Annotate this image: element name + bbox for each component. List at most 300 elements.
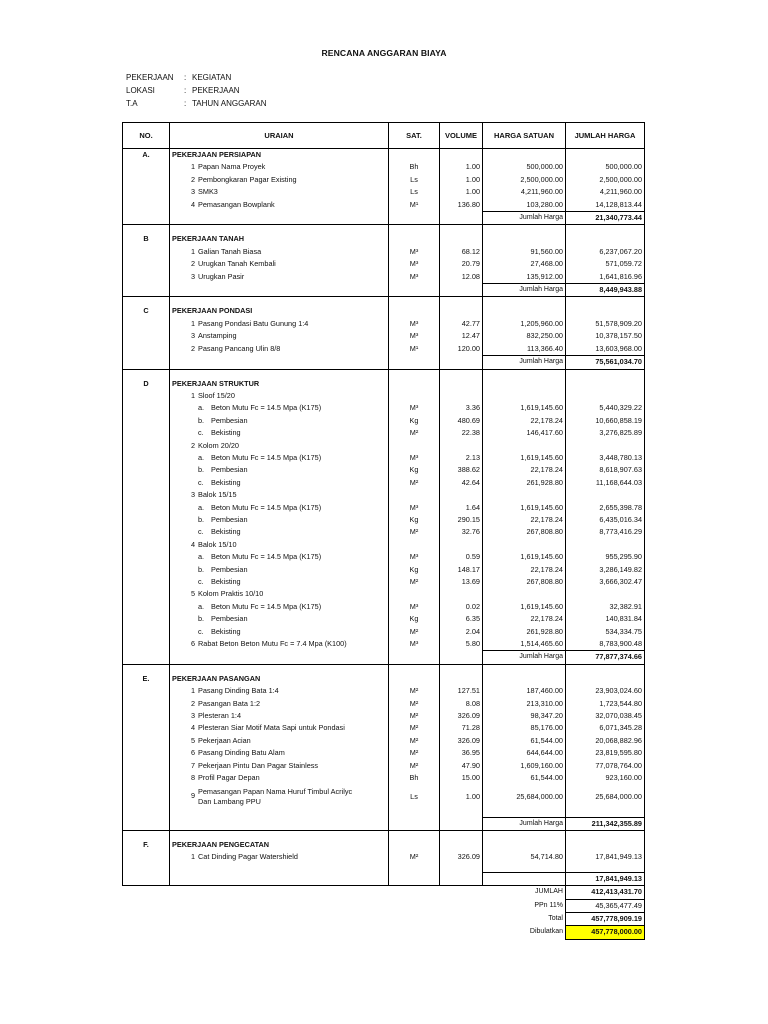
total-value: 457,778,909.19	[566, 912, 645, 925]
item-volume: 120.00	[440, 343, 483, 356]
empty-cell	[483, 588, 566, 600]
header-no: NO.	[123, 123, 170, 149]
section-header-row	[123, 233, 645, 245]
subitem-letter: c.	[198, 428, 204, 438]
subitem-letter: b.	[198, 415, 205, 425]
subtotal-value: 75,561,034.70	[566, 356, 645, 369]
item-unit: M³	[389, 246, 440, 258]
section-header-row	[123, 378, 645, 390]
subitem-letter: a.	[198, 403, 205, 413]
empty-cell	[123, 601, 170, 613]
spacer-cell	[566, 809, 645, 818]
subtotal-row	[123, 872, 645, 885]
item-total: 955,295.90	[566, 551, 645, 563]
item-unit: M³	[389, 452, 440, 464]
empty-cell	[389, 305, 440, 317]
subitem-letter: a.	[198, 601, 205, 611]
empty-cell	[389, 390, 440, 402]
subtotal-label: Jumlah Harga	[483, 817, 566, 830]
item-number: 8	[190, 773, 195, 783]
empty-cell	[123, 872, 170, 885]
table-row	[123, 477, 645, 489]
empty-cell	[123, 899, 483, 912]
item-unit: Ls	[389, 785, 440, 809]
empty-cell	[170, 212, 389, 225]
empty-cell	[483, 390, 566, 402]
item-unit: Ls	[389, 174, 440, 186]
item-unit: Kg	[389, 613, 440, 625]
empty-cell	[123, 626, 170, 638]
item-number: 3	[190, 331, 195, 341]
spacer-cell	[389, 225, 440, 234]
total-label: Dibulatkan	[483, 926, 566, 939]
empty-cell	[440, 440, 483, 452]
table-row	[123, 601, 645, 613]
item-unit: M¹	[389, 199, 440, 212]
item-unit: M²	[389, 685, 440, 697]
item-description	[170, 174, 389, 186]
subitem-letter: b.	[198, 514, 205, 524]
subitem-name: Bekisting	[211, 428, 241, 438]
empty-cell	[123, 539, 170, 551]
spacer-cell	[170, 225, 389, 234]
item-total: 51,578,909.20	[566, 318, 645, 330]
group-row	[123, 390, 645, 402]
table-row	[123, 502, 645, 514]
empty-cell	[123, 710, 170, 722]
spacer-cell	[566, 297, 645, 306]
empty-cell	[440, 149, 483, 162]
item-total: 14,128,813.44	[566, 199, 645, 212]
subitem-name: Beton Mutu Fc = 14.5 Mpa (K175)	[211, 452, 322, 462]
item-unit-price: 103,280.00	[483, 199, 566, 212]
item-unit: M¹	[389, 343, 440, 356]
empty-cell	[440, 673, 483, 685]
section-header-row	[123, 149, 645, 162]
group-description	[170, 390, 389, 402]
table-row	[123, 452, 645, 464]
item-name: Pemasangan Bowplank	[198, 199, 275, 209]
item-total: 10,378,157.50	[566, 330, 645, 342]
group-row	[123, 489, 645, 501]
item-name: Profil Pagar Depan	[198, 773, 260, 783]
empty-cell	[389, 378, 440, 390]
item-volume: 12.08	[440, 271, 483, 284]
empty-cell	[123, 912, 483, 925]
item-description	[170, 186, 389, 198]
table-row	[123, 576, 645, 588]
spacer-cell	[389, 297, 440, 306]
total-row	[123, 912, 645, 925]
item-number: 6	[190, 748, 195, 758]
empty-cell	[389, 149, 440, 162]
empty-cell	[389, 817, 440, 830]
item-total: 23,819,595.80	[566, 747, 645, 759]
empty-cell	[123, 588, 170, 600]
spacer-row	[123, 809, 645, 818]
spacer-cell	[566, 369, 645, 378]
empty-cell	[389, 284, 440, 297]
group-name: Kolom Praktis 10/10	[198, 589, 264, 599]
table-row	[123, 427, 645, 439]
item-number: 2	[190, 343, 195, 353]
subitem-name: Pembesian	[211, 514, 248, 524]
table-row	[123, 785, 645, 809]
table-row	[123, 258, 645, 270]
item-total: 1,641,816.96	[566, 271, 645, 284]
item-unit: M²	[389, 477, 440, 489]
group-description	[170, 440, 389, 452]
item-unit: M²	[389, 626, 440, 638]
table-row	[123, 760, 645, 772]
item-unit-price: 22,178.24	[483, 613, 566, 625]
table-row	[123, 551, 645, 563]
empty-cell	[123, 161, 170, 173]
item-unit-price: 61,544.00	[483, 735, 566, 747]
subitem-description	[170, 464, 389, 476]
item-unit-price: 22,178.24	[483, 564, 566, 576]
table-row	[123, 747, 645, 759]
item-volume: 1.64	[440, 502, 483, 514]
empty-cell	[389, 212, 440, 225]
item-volume: 326.09	[440, 851, 483, 863]
item-total: 4,211,960.00	[566, 186, 645, 198]
empty-cell	[389, 673, 440, 685]
item-unit-price: 261,928.80	[483, 626, 566, 638]
item-unit: M³	[389, 271, 440, 284]
item-description	[170, 735, 389, 747]
subitem-letter: c.	[198, 577, 204, 586]
item-unit-price: 267,808.80	[483, 526, 566, 538]
table-row	[123, 564, 645, 576]
spacer-cell	[389, 864, 440, 873]
item-volume: 8.08	[440, 698, 483, 710]
spacer-cell	[483, 864, 566, 873]
empty-cell	[123, 271, 170, 284]
item-unit: M³	[389, 502, 440, 514]
header-volume: VOLUME	[440, 123, 483, 149]
item-unit: M³	[389, 318, 440, 330]
item-unit-price: 98,347.20	[483, 710, 566, 722]
empty-cell	[123, 747, 170, 759]
empty-cell	[123, 685, 170, 697]
item-name: Pasang Dinding Bata 1:4	[198, 686, 279, 696]
subitem-description	[170, 402, 389, 414]
subtotal-value: 77,877,374.66	[566, 651, 645, 664]
item-volume: 12.47	[440, 330, 483, 342]
empty-cell	[123, 817, 170, 830]
empty-cell	[389, 872, 440, 885]
empty-cell	[566, 378, 645, 390]
item-name: Galian Tanah Biasa	[198, 246, 262, 256]
table-row	[123, 710, 645, 722]
item-unit-price: 1,619,145.60	[483, 402, 566, 414]
spacer-cell	[566, 664, 645, 673]
item-unit: M²	[389, 735, 440, 747]
item-volume: 0.59	[440, 551, 483, 563]
header-sat: SAT.	[389, 123, 440, 149]
item-unit: M²	[389, 710, 440, 722]
item-unit: M²	[389, 760, 440, 772]
empty-cell	[123, 427, 170, 439]
item-volume: 42.77	[440, 318, 483, 330]
item-total: 11,168,644.03	[566, 477, 645, 489]
item-description	[170, 710, 389, 722]
item-description	[170, 747, 389, 759]
item-unit: M²	[389, 747, 440, 759]
empty-cell	[123, 785, 170, 809]
group-name: Balok 15/10	[198, 539, 237, 549]
spacer-cell	[170, 297, 389, 306]
empty-cell	[123, 926, 483, 939]
item-number: 9	[190, 791, 195, 801]
item-unit: M²	[389, 851, 440, 863]
item-unit: M³	[389, 330, 440, 342]
item-total: 32,382.91	[566, 601, 645, 613]
empty-cell	[566, 149, 645, 162]
subitem-letter: c.	[198, 477, 204, 487]
subitem-description	[170, 427, 389, 439]
section-header-row	[123, 305, 645, 317]
empty-cell	[440, 212, 483, 225]
empty-cell	[389, 356, 440, 369]
item-volume: 388.62	[440, 464, 483, 476]
subtotal-row	[123, 817, 645, 830]
subitem-letter: b.	[198, 564, 205, 574]
empty-cell	[123, 199, 170, 212]
table-row	[123, 161, 645, 173]
group-description	[170, 489, 389, 501]
empty-cell	[123, 502, 170, 514]
subitem-name: Pembesian	[211, 465, 248, 475]
spacer-cell	[170, 830, 389, 839]
spacer-row	[123, 297, 645, 306]
empty-cell	[123, 514, 170, 526]
empty-cell	[123, 464, 170, 476]
spacer-cell	[389, 830, 440, 839]
spacer-cell	[483, 225, 566, 234]
subitem-description	[170, 514, 389, 526]
empty-cell	[389, 839, 440, 851]
item-volume: 0.02	[440, 601, 483, 613]
subitem-name: Beton Mutu Fc = 14.5 Mpa (K175)	[211, 552, 322, 562]
table-row	[123, 698, 645, 710]
empty-cell	[123, 318, 170, 330]
item-unit-price: 1,619,145.60	[483, 551, 566, 563]
spacer-row	[123, 830, 645, 839]
item-total: 923,160.00	[566, 772, 645, 784]
item-unit: M²	[389, 427, 440, 439]
empty-cell	[123, 613, 170, 625]
empty-cell	[123, 772, 170, 784]
empty-cell	[566, 489, 645, 501]
subitem-description	[170, 551, 389, 563]
subtotal-value: 17,841,949.13	[566, 872, 645, 885]
item-total: 3,666,302.47	[566, 576, 645, 588]
empty-cell	[440, 588, 483, 600]
item-unit-price: 22,178.24	[483, 415, 566, 427]
header-uraian: URAIAN	[170, 123, 389, 149]
section-number: B	[123, 233, 170, 245]
item-name: Plesteran 1:4	[198, 711, 241, 721]
table-row	[123, 685, 645, 697]
table-row	[123, 638, 645, 651]
spacer-cell	[440, 225, 483, 234]
item-unit-price: 61,544.00	[483, 772, 566, 784]
item-total: 6,237,067.20	[566, 246, 645, 258]
spacer-cell	[440, 369, 483, 378]
section-number: F.	[123, 839, 170, 851]
empty-cell	[123, 886, 483, 899]
item-total: 140,831.84	[566, 613, 645, 625]
spacer-cell	[483, 297, 566, 306]
empty-cell	[123, 551, 170, 563]
subtotal-value: 21,340,773.44	[566, 212, 645, 225]
group-number: 4	[190, 539, 195, 549]
info-value: KEGIATAN	[192, 73, 232, 82]
item-description	[170, 722, 389, 734]
item-volume: 1.00	[440, 785, 483, 809]
empty-cell	[123, 258, 170, 270]
table-row	[123, 271, 645, 284]
item-name: Plesteran Siar Motif Mata Sapi untuk Pondasi	[198, 723, 345, 733]
spacer-cell	[440, 297, 483, 306]
empty-cell	[123, 415, 170, 427]
item-unit-price: 832,250.00	[483, 330, 566, 342]
empty-cell	[123, 564, 170, 576]
table-row	[123, 722, 645, 734]
item-unit: Ls	[389, 186, 440, 198]
empty-cell	[440, 817, 483, 830]
section-title: PEKERJAAN PASANGAN	[170, 673, 389, 685]
spacer-cell	[123, 664, 170, 673]
empty-cell	[440, 390, 483, 402]
info-label: PEKERJAAN	[126, 73, 174, 82]
subitem-letter: a.	[198, 502, 205, 512]
spacer-cell	[170, 369, 389, 378]
item-description	[170, 330, 389, 342]
info-colon: :	[184, 99, 187, 108]
item-number: 2	[190, 259, 195, 269]
subitem-description	[170, 477, 389, 489]
item-unit-price: 146,417.60	[483, 427, 566, 439]
table-row	[123, 186, 645, 198]
table-row	[123, 343, 645, 356]
group-description	[170, 588, 389, 600]
table-header-row	[123, 123, 645, 149]
item-volume: 148.17	[440, 564, 483, 576]
item-unit-price: 1,514,465.60	[483, 638, 566, 651]
item-name: Pasang Pondasi Batu Gunung 1:4	[198, 318, 309, 328]
item-volume: 15.00	[440, 772, 483, 784]
empty-cell	[440, 872, 483, 885]
item-name: Urugkan Pasir	[198, 271, 245, 281]
item-total: 32,070,038.45	[566, 710, 645, 722]
subtotal-label: Jumlah Harga	[483, 212, 566, 225]
document-title: RENCANA ANGGARAN BIAYA	[321, 48, 447, 58]
spacer-cell	[440, 664, 483, 673]
group-row	[123, 440, 645, 452]
subitem-description	[170, 626, 389, 638]
empty-cell	[440, 651, 483, 664]
spacer-cell	[123, 809, 170, 818]
item-volume: 326.09	[440, 735, 483, 747]
item-unit-price: 1,619,145.60	[483, 502, 566, 514]
empty-cell	[123, 186, 170, 198]
spacer-cell	[483, 369, 566, 378]
item-description	[170, 772, 389, 784]
spacer-row	[123, 225, 645, 234]
subitem-name: Beton Mutu Fc = 14.5 Mpa (K175)	[211, 502, 322, 512]
item-total: 6,071,345.28	[566, 722, 645, 734]
group-row	[123, 539, 645, 551]
total-label: Total	[483, 912, 566, 925]
item-description	[170, 258, 389, 270]
item-description	[170, 851, 389, 863]
empty-cell	[123, 526, 170, 538]
group-number: 5	[190, 589, 195, 599]
item-total: 77,078,764.00	[566, 760, 645, 772]
item-name: SMK3	[198, 187, 218, 197]
empty-cell	[483, 233, 566, 245]
item-unit: M³	[389, 258, 440, 270]
empty-cell	[483, 440, 566, 452]
group-name: Sloof 15/20	[198, 390, 235, 400]
empty-cell	[123, 489, 170, 501]
item-unit-price: 25,684,000.00	[483, 785, 566, 809]
item-name-multiline	[198, 787, 352, 807]
info-label: LOKASI	[126, 86, 155, 95]
item-description	[170, 271, 389, 284]
item-number: 2	[190, 698, 195, 708]
empty-cell	[389, 440, 440, 452]
item-volume: 127.51	[440, 685, 483, 697]
item-volume: 1.00	[440, 174, 483, 186]
item-unit: M³	[389, 638, 440, 651]
empty-cell	[123, 735, 170, 747]
item-number: 2	[190, 174, 195, 184]
empty-cell	[123, 343, 170, 356]
total-label: PPn 11%	[483, 899, 566, 912]
section-number: C	[123, 305, 170, 317]
subtotal-label: Jumlah Harga	[483, 651, 566, 664]
subitem-name: Bekisting	[211, 577, 241, 586]
empty-cell	[483, 839, 566, 851]
item-total: 13,603,968.00	[566, 343, 645, 356]
item-unit-price: 85,176.00	[483, 722, 566, 734]
item-number: 6	[190, 639, 195, 649]
item-total: 8,783,900.48	[566, 638, 645, 651]
empty-cell	[123, 390, 170, 402]
subitem-description	[170, 526, 389, 538]
empty-cell	[440, 489, 483, 501]
empty-cell	[123, 576, 170, 588]
subitem-letter: b.	[198, 465, 205, 475]
empty-cell	[566, 390, 645, 402]
empty-cell	[566, 588, 645, 600]
spacer-cell	[170, 864, 389, 873]
item-volume: 5.80	[440, 638, 483, 651]
empty-cell	[389, 539, 440, 551]
subtotal-row	[123, 651, 645, 664]
empty-cell	[389, 233, 440, 245]
item-name: Pekerjaan Pintu Dan Pagar Stainless	[198, 760, 319, 770]
empty-cell	[170, 817, 389, 830]
item-unit: Kg	[389, 464, 440, 476]
empty-cell	[123, 246, 170, 258]
item-description	[170, 760, 389, 772]
item-volume: 1.00	[440, 161, 483, 173]
